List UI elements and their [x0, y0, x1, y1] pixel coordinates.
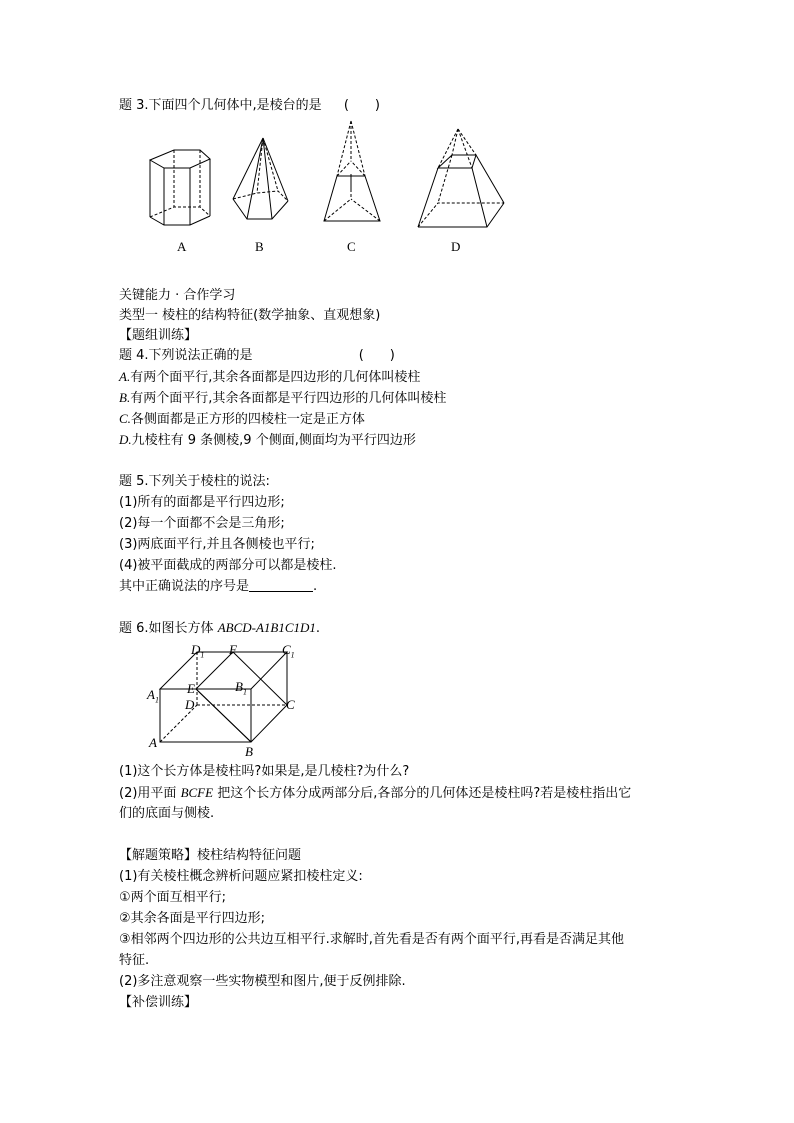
- q3-text: 题 3.下面四个几何体中,是棱台的是: [119, 98, 322, 113]
- strategy-l1: (1)有关棱柱概念辨析问题应紧扣棱柱定义:: [119, 869, 363, 884]
- q4-option-c: [119, 410, 365, 429]
- figure-label-c: C: [347, 239, 356, 254]
- fig-label-a1: $A_1$: [147, 687, 159, 705]
- q4-option-b-text: 有两个面平行,其余各面都是平行四边形的几何体叫棱柱: [130, 391, 447, 406]
- q4-option-d-letter: D.: [119, 432, 132, 447]
- section-group: 【题组训练】: [119, 328, 198, 343]
- q4-option-c-letter: C.: [119, 411, 131, 426]
- q5-title: 题 5.下列关于棱柱的说法:: [119, 474, 270, 489]
- q5-answer-prefix: 其中正确说法的序号是: [119, 579, 250, 594]
- q3-paren: ( ): [343, 98, 380, 113]
- figure-c-frustum: [322, 119, 384, 227]
- q4-text: 题 4.下列说法正确的是: [119, 348, 253, 363]
- q6-title: [119, 619, 320, 638]
- q5-answer-blank[interactable]: [249, 579, 313, 592]
- q5-item-1: (1)所有的面都是平行四边形;: [119, 495, 285, 510]
- q6-part2-prefix: (2)用平面: [119, 786, 177, 801]
- strategy-l4: ③相邻两个四边形的公共边互相平行.求解时,首先看是否有两个面平行,再看是否满足其他: [119, 932, 625, 947]
- fig-label-d1: $D_1$: [191, 642, 205, 660]
- figure-b-pyramid: [230, 137, 292, 231]
- fig-label-f: F: [229, 642, 237, 657]
- strategy-l6: (2)多注意观察一些实物模型和图片,便于反例排除.: [119, 974, 406, 989]
- fig-label-a: A: [149, 735, 157, 750]
- figure-label-d: D: [451, 239, 461, 254]
- q4-option-d-text: 九棱柱有 9 条侧棱,9 个侧面,侧面均为平行四边形: [131, 433, 416, 448]
- q6-part2-math: BCFE: [180, 785, 214, 800]
- supplementary-heading: 【补偿训练】: [119, 995, 198, 1010]
- section-type1: 类型一 棱柱的结构特征(数学抽象、直观想象): [119, 308, 381, 323]
- q5-answer-line: [119, 578, 317, 596]
- q4-option-a-letter: A.: [119, 369, 131, 384]
- q5-item-4: (4)被平面截成的两部分可以都是棱柱.: [119, 558, 337, 573]
- q6-part2: [119, 784, 631, 803]
- q5-answer-suffix: .: [313, 579, 318, 594]
- q4-paren: ( ): [358, 348, 395, 363]
- fig-label-d: D: [185, 697, 195, 712]
- q6-part2-line2: 们的底面与侧棱.: [119, 806, 215, 821]
- strategy-l5: 特征.: [119, 953, 150, 968]
- q4-option-c-text: 各侧面都是正方形的四棱柱一定是正方体: [130, 412, 365, 427]
- strategy-l3: ②其余各面是平行四边形;: [119, 911, 266, 926]
- fig-label-c: C: [286, 697, 295, 712]
- cuboid-figure: [145, 638, 305, 758]
- q6-title-suffix: .: [315, 621, 321, 636]
- q3-title: [119, 97, 380, 115]
- q6-title-prefix: 题 6.如图长方体: [119, 621, 214, 636]
- fig-label-e: E: [187, 681, 195, 696]
- q4-title: [119, 347, 395, 365]
- figure-d-frustum: [416, 127, 508, 231]
- q4-option-a-text: 有两个面平行,其余各面都是四边形的几何体叫棱柱: [130, 370, 421, 385]
- q4-option-a: [119, 368, 420, 387]
- strategy-title: 【解题策略】棱柱结构特征问题: [119, 848, 302, 863]
- q4-option-b: [119, 389, 446, 408]
- section-ability: 关键能力 · 合作学习: [119, 288, 236, 303]
- q5-item-2: (2)每一个面都不会是三角形;: [119, 516, 285, 531]
- q6-part2-suffix: 把这个长方体分成两部分后,各部分的几何体还是棱柱吗?若是棱柱指出它: [217, 786, 632, 801]
- q5-item-3: (3)两底面平行,并且各侧棱也平行;: [119, 537, 315, 552]
- fig-label-b: B: [245, 744, 253, 759]
- fig-label-b1: $B_1$: [235, 679, 247, 697]
- figure-a-prism: [148, 145, 218, 231]
- q4-option-b-letter: B.: [119, 390, 131, 405]
- q4-option-d: [119, 431, 416, 450]
- q6-title-math: ABCD-A1B1C1D1: [217, 620, 316, 635]
- figure-label-a: A: [177, 239, 187, 254]
- figure-label-b: B: [255, 239, 264, 254]
- fig-label-c1: $C_1$: [282, 642, 295, 660]
- strategy-l2: ①两个面互相平行;: [119, 890, 227, 905]
- q6-part1: (1)这个长方体是棱柱吗?如果是,是几棱柱?为什么?: [119, 764, 410, 779]
